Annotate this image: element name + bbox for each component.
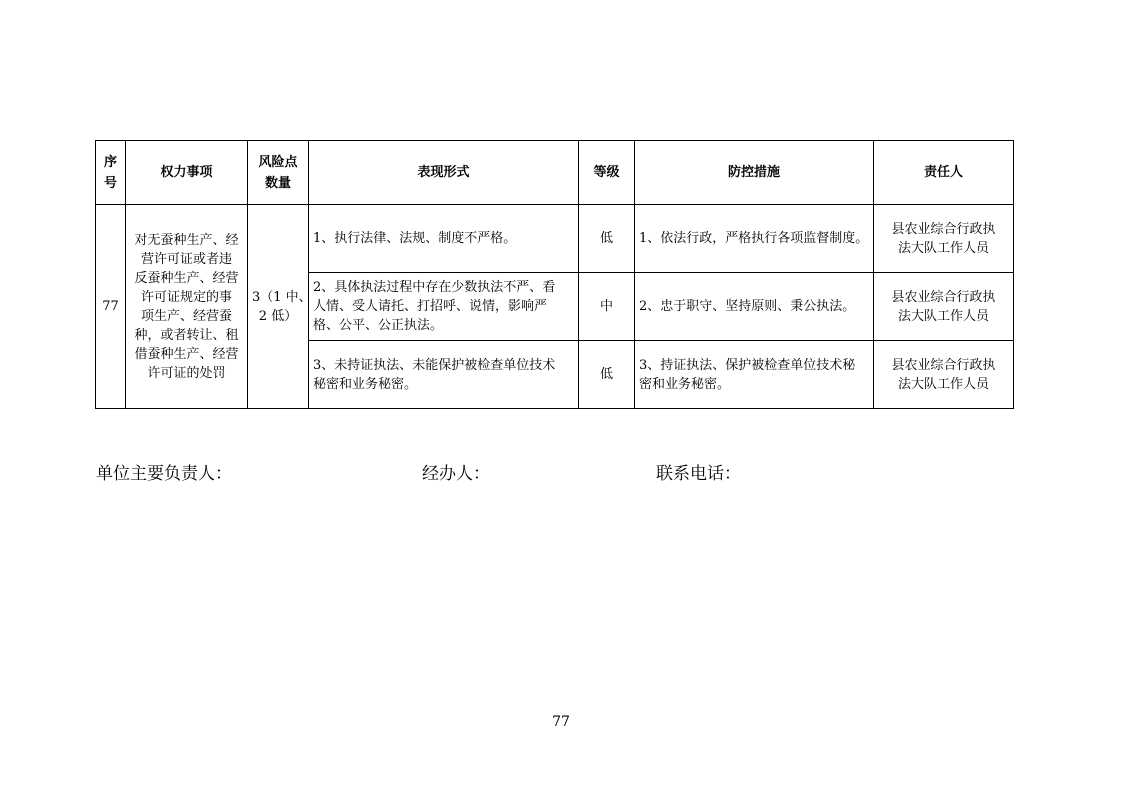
- cell-measures: 1、依法行政，严格执行各项监督制度。: [635, 205, 874, 273]
- header-level: 等级: [579, 141, 635, 205]
- cell-responsible: 县农业综合行政执 法大队工作人员: [874, 273, 1014, 341]
- cell-measures: 2、忠于职守、坚持原则、秉公执法。: [635, 273, 874, 341]
- cell-risk-count: 3（1 中、 2 低）: [248, 205, 309, 409]
- cell-level: 低: [579, 341, 635, 409]
- cell-power-item: 对无蚕种生产、经 营许可证或者违 反蚕种生产、经营 许可证规定的事 项生产、经营蚕 种，或者转让、租 借蚕种生产、经营 许可证的处罚: [126, 205, 248, 409]
- cell-level: 中: [579, 273, 635, 341]
- header-manifestation: 表现形式: [309, 141, 579, 205]
- cell-responsible: 县农业综合行政执 法大队工作人员: [874, 205, 1014, 273]
- risk-table: [95, 140, 1014, 409]
- header-power-item: 权力事项: [126, 141, 248, 205]
- signature-handler: 经办人：: [422, 464, 490, 484]
- header-responsible: 责任人: [874, 141, 1014, 205]
- header-seq: 序 号: [96, 141, 126, 205]
- table-header-row: [96, 141, 1014, 205]
- cell-responsible: 县农业综合行政执 法大队工作人员: [874, 341, 1014, 409]
- cell-manifestation: 2、具体执法过程中存在少数执法不严、看 人情、受人请托、打招呼、说情，影响严 格、公平、公正执法。: [309, 273, 579, 341]
- cell-seq: 77: [96, 205, 126, 409]
- cell-manifestation: 1、执行法律、法规、制度不严格。: [309, 205, 579, 273]
- cell-manifestation: 3、未持证执法、未能保护被检查单位技术 秘密和业务秘密。: [309, 341, 579, 409]
- header-risk-count: 风险点 数量: [248, 141, 309, 205]
- signature-phone: 联系电话：: [656, 464, 741, 484]
- cell-level: 低: [579, 205, 635, 273]
- header-measures: 防控措施: [635, 141, 874, 205]
- page-number: 77: [552, 714, 570, 730]
- table-row: [96, 205, 1014, 273]
- signature-unit-head: 单位主要负责人：: [96, 464, 232, 484]
- cell-measures: 3、持证执法、保护被检查单位技术秘 密和业务秘密。: [635, 341, 874, 409]
